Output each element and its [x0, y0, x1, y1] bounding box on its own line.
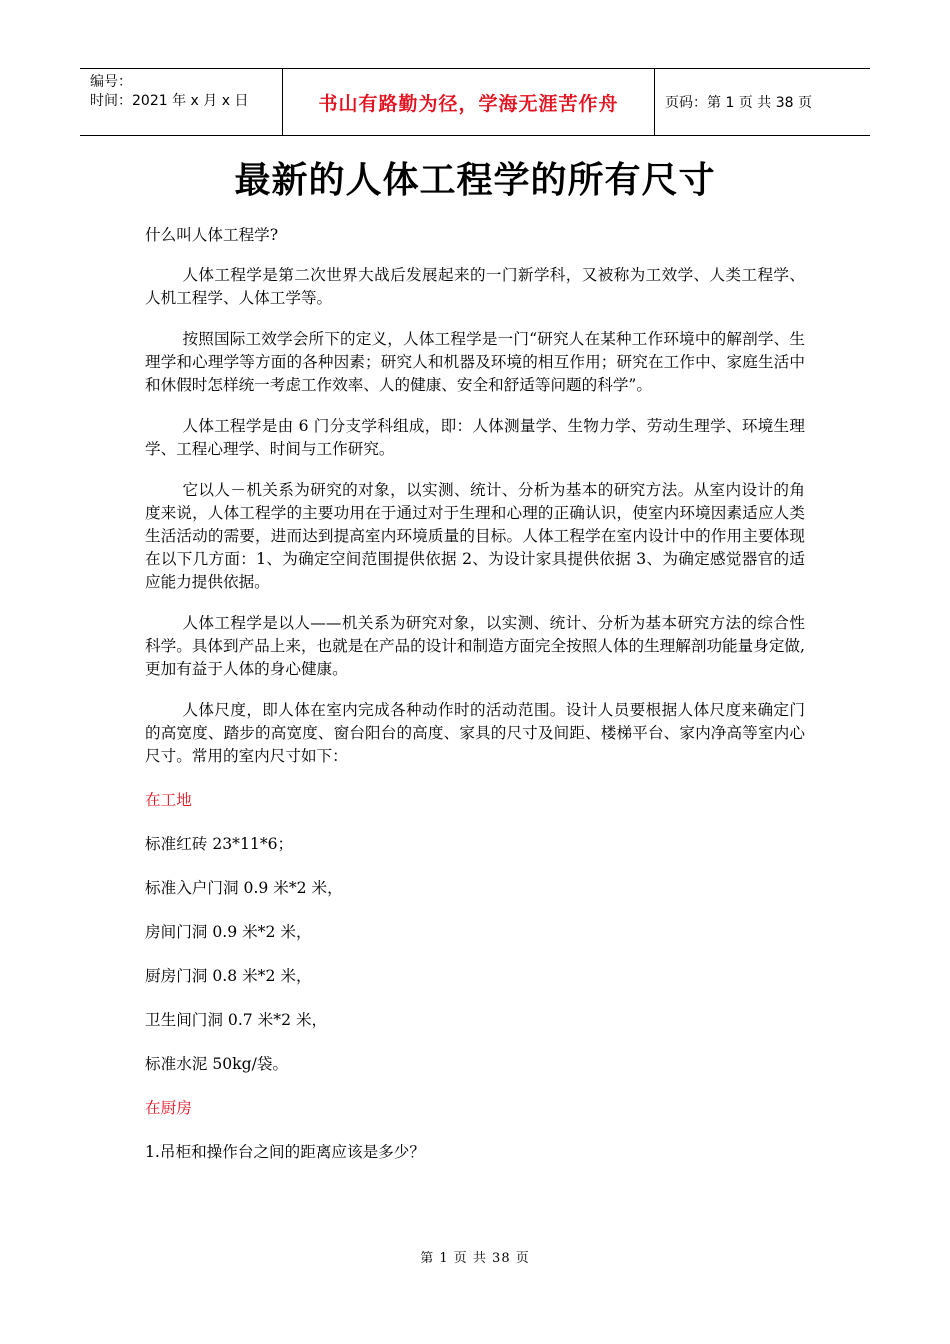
list-item: 标准红砖 23*11*6； [145, 835, 294, 853]
paragraph: 人体工程学是第二次世界大战后发展起来的一门新学科，又被称为工效学、人类工程学、人机工程学、人体工学等。 [145, 266, 805, 307]
paragraph: 人体工程学是以人——机关系为研究对象，以实测、统计、分析为基本研究方法的综合性科学。具体到产品上来，也就是在产品的设计和制造方面完全按照人体的生理解剖功能量身定做,更加有益于人体的身心健康。 [145, 614, 805, 678]
header-motto: 书山有路勤为径，学海无涯苦作舟 [282, 69, 655, 135]
paragraph: 人体尺度，即人体在室内完成各种动作时的活动范围。设计人员要根据人体尺度来确定门的高宽度、踏步的高宽度、窗台阳台的高度、家具的尺寸及间距、楼梯平台、家内净高等室内心尺寸。常用的室内尺寸如下： [145, 701, 805, 765]
list-item: 卫生间门洞 0.7 米*2 米， [145, 1011, 328, 1029]
list-item: 标准入户门洞 0.9 米*2 米， [145, 879, 343, 897]
header-meta [80, 69, 282, 135]
paragraph: 人体工程学是由 6 门分支学科组成，即：人体测量学、生物力学、劳动生理学、环境生理学、工程心理学、时间与工作研究。 [145, 417, 805, 458]
section-heading-kitchen: 在厨房 [145, 1099, 192, 1117]
document-header [80, 68, 870, 136]
list-item: 1.吊柜和操作台之间的距离应该是多少？ [145, 1143, 425, 1161]
header-page-info: 页码：第 1 页 共 38 页 [665, 95, 812, 111]
document-body [145, 224, 805, 1185]
page-footer: 第 1 页 共 38 页 [420, 1251, 530, 1266]
list-item: 房间门洞 0.9 米*2 米， [145, 923, 312, 941]
document-title: 最新的人体工程学的所有尺寸 [234, 160, 716, 201]
number-label: 编号： [90, 74, 132, 90]
list-item: 厨房门洞 0.8 米*2 米， [145, 967, 312, 985]
paragraph: 它以人－机关系为研究的对象，以实测、统计、分析为基本的研究方法。从室内设计的角度来说，人体工程学的主要功用在于通过对于生理和心理的正确认识，使室内环境因素适应人类生活活动的需要，进而达到提高室内环境质量的目标。人体工程学在室内设计中的作用主要体现在以下几方面：1、为确定空间范围提供依据 2、为设计家具提供依据 3、为确定感觉器官的适应能力提供依据。 [145, 481, 805, 591]
section-heading-site: 在工地 [145, 791, 192, 809]
paragraph: 按照国际工效学会所下的定义，人体工程学是一门“研究人在某种工作环境中的解剖学、生理学和心理学等方面的各种因素；研究人和机器及环境的相互作用；研究在工作中、家庭生活中和休假时怎样统一考虑工作效率、人的健康、安全和舒适等问题的科学”。 [145, 330, 805, 394]
list-item: 标准水泥 50kg/袋。 [145, 1055, 289, 1073]
time-label: 时间：2021 年 x 月 x 日 [90, 93, 249, 109]
intro-question: 什么叫人体工程学? [145, 226, 279, 244]
